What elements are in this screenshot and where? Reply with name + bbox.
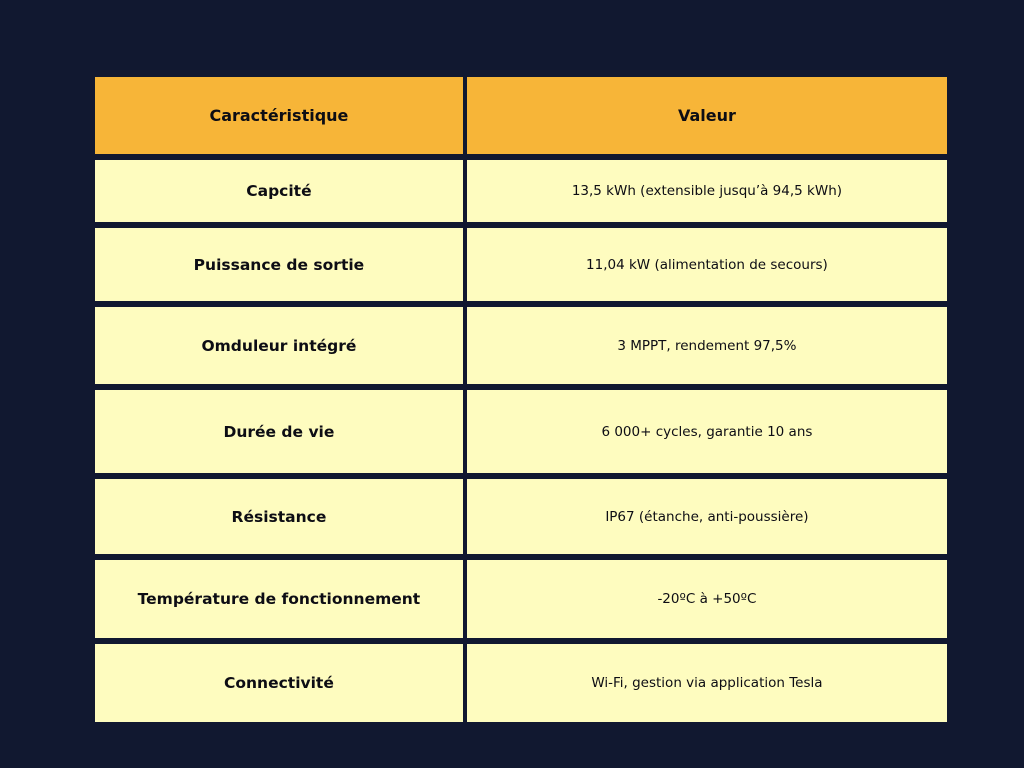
table-row (95, 560, 947, 638)
value-cell: 3 MPPT, rendement 97,5% (467, 307, 947, 384)
header-value: Valeur (467, 77, 947, 154)
value-cell: -20ºC à +50ºC (467, 560, 947, 638)
table-row (95, 307, 947, 384)
header-feature: Caractéristique (95, 77, 463, 154)
feature-cell: Connectivité (95, 644, 463, 722)
feature-cell: Durée de vie (95, 390, 463, 473)
table-row (95, 390, 947, 473)
value-cell: Wi-Fi, gestion via application Tesla (467, 644, 947, 722)
table-header-row (95, 77, 947, 154)
table-row (95, 644, 947, 722)
feature-cell: Capcité (95, 160, 463, 222)
feature-cell: Puissance de sortie (95, 228, 463, 301)
table-row (95, 228, 947, 301)
feature-cell: Résistance (95, 479, 463, 554)
value-cell: 11,04 kW (alimentation de secours) (467, 228, 947, 301)
value-cell: 13,5 kWh (extensible jusqu’à 94,5 kWh) (467, 160, 947, 222)
table-row (95, 479, 947, 554)
feature-cell: Température de fonctionnement (95, 560, 463, 638)
value-cell: IP67 (étanche, anti-poussière) (467, 479, 947, 554)
table-row (95, 160, 947, 222)
feature-cell: Omduleur intégré (95, 307, 463, 384)
value-cell: 6 000+ cycles, garantie 10 ans (467, 390, 947, 473)
spec-table (91, 71, 951, 728)
